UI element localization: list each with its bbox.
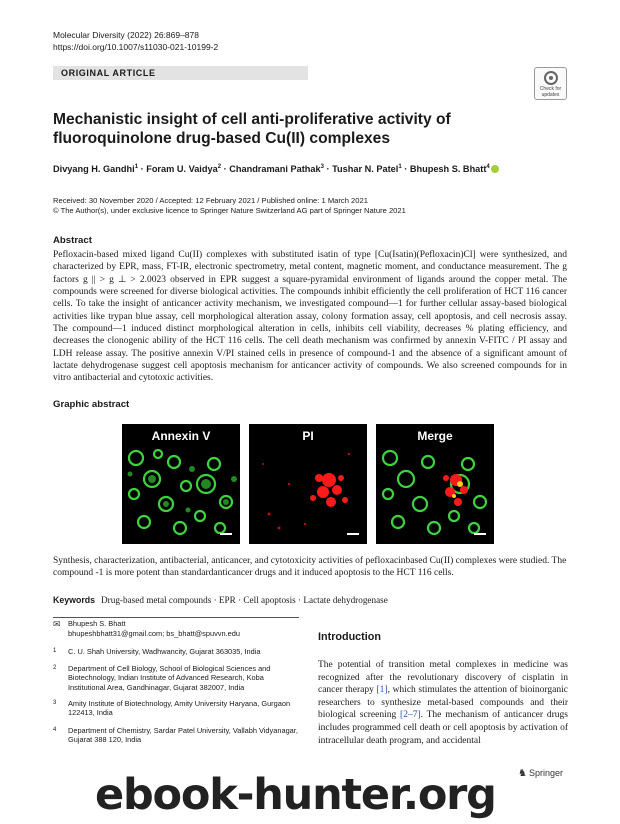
- footnote-divider: [53, 617, 299, 618]
- author-name[interactable]: Divyang H. Gandhi: [53, 164, 135, 175]
- annexin-v-micrograph: [122, 424, 240, 544]
- author-list: Divyang H. Gandhi$^1$ · Foram U. Vaidya$^2$ · Chandramani Pathak$^3$ · Tushar N. Patel$^1$ · Bhupesh S. Bhatt$^4$: [53, 161, 573, 175]
- watermark-text: ebook-hunter.org: [95, 770, 496, 820]
- affiliation-text: C. U. Shah University, Wadhwancity, Gujarat 363035, India: [68, 647, 261, 656]
- corresponding-author-email[interactable]: bhupeshbhatt31@gmail.com; bs_bhatt@spuvvn.edu: [68, 628, 240, 638]
- panel-label-merge: Merge: [417, 429, 453, 443]
- panel-label-annexin: Annexin V: [151, 429, 211, 443]
- intro-text-part: The potential of transition metal complexes in medicine was recognized after the revolutionary discovery of cisplatin in cancer therapy: [318, 660, 568, 696]
- scale-bar: [347, 533, 359, 535]
- abstract-heading: Abstract: [53, 235, 92, 246]
- check-updates-icon: [544, 71, 558, 85]
- doi-link[interactable]: https://doi.org/10.1007/s11030-021-10199-2: [53, 42, 219, 52]
- affiliation-number: 3: [53, 700, 57, 706]
- publisher-name: Springer: [528, 768, 563, 778]
- introduction-heading: Introduction: [318, 631, 381, 643]
- author-name[interactable]: Tushar N. Patel: [332, 164, 399, 175]
- author-affiliation-sup: 4: [486, 164, 490, 170]
- article-title: Mechanistic insight of cell anti-proliferative activity of fluoroquinolone drug-based Cu(II) complexes: [53, 111, 451, 147]
- publication-dates: Received: 30 November 2020 / Accepted: 12 February 2021 / Published online: 1 March 2021: [53, 196, 368, 205]
- author-affiliation-sup: 2: [217, 164, 222, 170]
- copyright-notice: © The Author(s), under exclusive licence to Springer Nature Switzerland AG part of Springer Nature 2021: [53, 206, 406, 215]
- envelope-icon: ✉: [53, 619, 61, 629]
- author-name[interactable]: Chandramani Pathak: [229, 164, 321, 175]
- author-name[interactable]: Bhupesh S. Bhatt: [409, 164, 487, 175]
- check-updates-label: Check for updates: [539, 86, 562, 98]
- journal-citation: Molecular Diversity (2022) 26:869–878: [53, 30, 199, 40]
- affiliation-number: 1: [53, 648, 57, 654]
- keywords-label: Keywords: [53, 595, 96, 605]
- affiliation-text: Department of Cell Biology, School of Biological Sciences and Biotechnology, Indian Institute of Advanced Research, Koba Institutional Area, Gandhinagar, Gujarat 382007, India: [68, 664, 271, 692]
- springer-horse-icon: ♞: [518, 768, 527, 779]
- scale-bar: [220, 533, 232, 535]
- pi-micrograph: [249, 424, 367, 544]
- author-affiliation-sup: 3: [320, 164, 324, 170]
- corresponding-author-name: Bhupesh S. Bhatt: [68, 619, 126, 628]
- introduction-text: [318, 659, 568, 747]
- author-affiliation-sup: 1: [398, 164, 402, 170]
- check-for-updates-badge[interactable]: [534, 67, 567, 100]
- affiliation-number: 2: [53, 665, 57, 671]
- affiliation-text: Amity Institute of Biotechnology, Amity University Haryana, Gurgaon 122413, India: [68, 699, 291, 718]
- citation-link[interactable]: [2–7]: [400, 710, 421, 721]
- author-affiliation-sup: 1: [134, 164, 139, 170]
- intro-text-part: , which stimulates the attention of bioinorganic researchers to synthesize metal-based compounds and their biological screening: [318, 685, 568, 721]
- graphic-abstract-caption: Synthesis, characterization, antibacterial, anticancer, and cytotoxicity activities of pefloxacinbased Cu(II) complexes were studied. The compound -1 is more potent than standardanticancer drugs and it induced apoptosis to the HCT 116 cells.: [53, 556, 567, 579]
- abstract-text: Pefloxacin-based mixed ligand Cu(II) complexes with substituted isatin of type [Cu(Isatin)(Pefloxacin)Cl] were synthesized, and characterized by EPR, mass, FT-IR, electronic spectrometry, metal content, magnetic moment, and conductance measurement. The g factors g || > g ⊥ > 2.0023 observed in EPR suggest a square-pyramidal environment of ligands around the copper metal. The compounds were screened for diverse biological activities. The compounds inhibit efficiently the cell proliferation of HCT 116 cancer cells. To take the insight of anticancer activity mechanism, we investigated compound—1 for further cellular assay-based biological activities like trypan blue assay, cell morphological alteration assay, colony formation assay, cell apoptosis, and cell necrosis assay. The compound—1 induced distinct morphological alteration in cells, inhibits cell viability, decreases % plating efficiency, and decreases the clonogenic ability of the HCT 116 cells. The cell death mechanism was confirmed by annexin V-FITC / PI assay and LDH release assay. The positive annexin V/PI stained cells in presence of compound-1 and the absence of a significant amount of lactate dehydrogenase suggest cell apoptosis mechanism for anticancer activity of compounds. We also screened compounds for in vitro antibacterial and cytotoxic activities.: [53, 250, 567, 384]
- merge-micrograph: [376, 424, 494, 544]
- graphic-abstract-heading: Graphic abstract: [53, 399, 130, 410]
- intro-text-part: . The mechanism of anticancer drugs includes programmed cell death or cell apoptosis by activation of intracellular death program, and accidental: [318, 710, 568, 746]
- affiliation-text: Department of Chemistry, Sardar Patel University, Vallabh Vidyanagar, Gujarat 388 120, India: [68, 726, 298, 745]
- citation-link[interactable]: [1]: [376, 685, 388, 696]
- orcid-icon[interactable]: [491, 165, 499, 173]
- article-type-banner: ORIGINAL ARTICLE: [53, 66, 308, 80]
- affiliation-number: 4: [53, 727, 57, 733]
- panel-label-pi: PI: [302, 429, 314, 443]
- keywords-line: [53, 594, 567, 606]
- author-name[interactable]: Foram U. Vaidya: [146, 164, 218, 175]
- keywords-list: Drug-based metal compounds · EPR · Cell apoptosis · Lactate dehydrogenase: [101, 595, 388, 605]
- scale-bar: [474, 533, 486, 535]
